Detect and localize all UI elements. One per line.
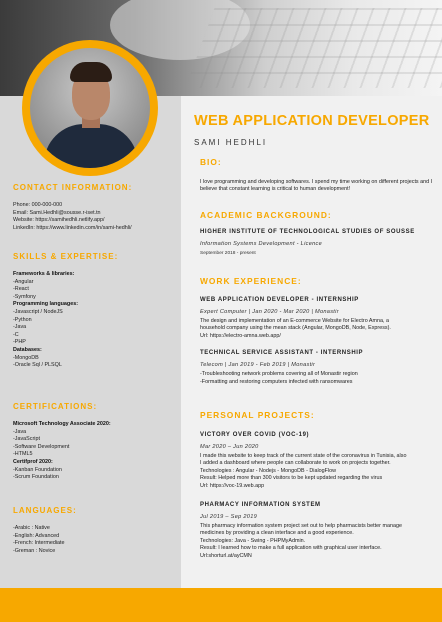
project-line: I made this website to keep track of the current state of the coronavirus in Tunisia, also	[200, 453, 407, 459]
contact-heading: CONTACT INFORMATION:	[13, 183, 133, 192]
certifications-heading: CERTIFICATIONS:	[13, 402, 98, 411]
contact-phone: Phone: 000-000-000	[13, 202, 63, 208]
cert-item: -HTML5	[13, 451, 33, 458]
cert-item: -JavaScript	[13, 436, 40, 443]
project-line: I added a dashboard where people can collaborate to work on projects together.	[200, 460, 391, 467]
school-name: HIGHER INSTITUTE OF TECHNOLOGICAL STUDIES OF SOUSSE	[200, 229, 415, 235]
projects-heading: PERSONAL PROJECTS:	[200, 410, 315, 420]
person-name: SAMI HEDHLI	[194, 138, 268, 147]
languages-section	[13, 506, 173, 555]
project-line: Technologies : Angular - Nodejs - MongoDB - DialogFlow	[200, 467, 337, 474]
skill-item: -Python	[13, 316, 32, 323]
language-item: -French: Intermediate	[13, 540, 65, 547]
job-line: household company using the mean stack (Angular, MongoDB, Node, Express).	[200, 325, 391, 332]
footer-bar	[0, 588, 442, 622]
bio-text: I love programming and developing softwares. I spend my time working on different projects and I believe that constant learning is critical to human development!	[200, 179, 433, 193]
skill-item: -C	[13, 331, 19, 338]
profile-photo	[30, 48, 150, 168]
bio-section	[200, 157, 434, 194]
job-meta-2: Telecom | Jan 2019 - Feb 2019 | Monastir	[200, 362, 316, 369]
job-line: The design and implementation of an E-commerce Website for Electro Amna, a	[200, 318, 389, 324]
skill-item: -Java	[13, 324, 27, 331]
skills-group-title: Programming languages:	[13, 301, 78, 308]
skill-item: -PHP	[13, 339, 26, 346]
job-title-1: WEB APPLICATION DEVELOPER - INTERNSHIP	[200, 297, 359, 303]
contact-section	[13, 183, 173, 232]
experience-section	[200, 276, 434, 386]
certifications-section	[13, 402, 173, 482]
degree: Information Systems Development - Licence	[200, 241, 323, 247]
skill-item: -Symfony	[13, 293, 36, 300]
bio-heading: BIO:	[200, 157, 222, 167]
project-line: This pharmacy information system project set out to help pharmacists better manage	[200, 523, 402, 530]
education-heading: ACADEMIC BACKGROUND:	[200, 210, 332, 220]
project-line: Technologies: Java - Swing - PHPMyAdmin.	[200, 537, 306, 544]
language-item: -English: Advanced	[13, 532, 60, 539]
job-line: -Formatting and restoring computers infected with ransomwares	[200, 378, 353, 385]
project-meta-2: Jul 2019 – Sep 2019	[200, 514, 258, 521]
skill-item: -Oracle Sql / PLSQL	[13, 362, 62, 369]
language-item: -Arabic : Native	[13, 525, 50, 531]
contact-linkedin[interactable]: LinkedIn: https://www.linkedin.com/in/sami-hedhli/	[13, 224, 132, 231]
cert-item: -Scrum Foundation	[13, 474, 59, 481]
projects-section	[200, 410, 434, 560]
skill-item: -MongoDB	[13, 354, 39, 361]
contact-email[interactable]: Email: Sami.Hedhli@sousse.r-iset.tn	[13, 209, 101, 216]
languages-heading: LANGUAGES:	[13, 506, 77, 515]
project-title-2: PHARMACY INFORMATION SYSTEM	[200, 502, 321, 509]
job-title: WEB APPLICATION DEVELOPER	[194, 113, 430, 129]
project-line: Result: Helped more than 300 visitors to be kept updated regarding the virus	[200, 475, 383, 482]
experience-heading: WORK EXPERIENCE:	[200, 276, 302, 286]
job-url[interactable]: Url: https://electro-amna.web.app/	[200, 332, 281, 339]
skills-group-title: Frameworks & libraries:	[13, 271, 75, 277]
skill-item: -Javascript / NodeJS	[13, 308, 63, 315]
job-meta-1: Expert Computer | Jan 2020 - Mar 2020 | Monastir	[200, 309, 339, 315]
project-title-1: VICTORY OVER COVID (VOC-19)	[200, 432, 310, 438]
cert-item: -Software Development	[13, 443, 70, 450]
skill-item: -React	[13, 286, 29, 293]
contact-website[interactable]: Website: https://samihedhli.netlify.app/	[13, 217, 105, 224]
cert-item: -Java	[13, 428, 27, 435]
skills-group-title: Databases:	[13, 346, 42, 353]
project-url[interactable]: Url:shorturl.at/ayCMN	[200, 552, 252, 559]
project-url[interactable]: Url: https://voc-19.web.app	[200, 482, 265, 489]
education-section	[200, 210, 434, 256]
job-title-2: TECHNICAL SERVICE ASSISTANT - INTERNSHIP	[200, 350, 364, 357]
cert-group-title: Microsoft Technology Associate 2020:	[13, 421, 111, 427]
cert-group-title: Certifprof 2020:	[13, 458, 53, 465]
project-meta-1: Mar 2020 – Jun 2020	[200, 444, 259, 450]
skills-section	[13, 252, 173, 370]
language-item: -Greman : Novice	[13, 547, 56, 554]
skills-heading: SKILLS & EXPERTISE:	[13, 252, 119, 261]
education-date: September 2018 - present	[200, 251, 256, 256]
project-line: Result: I learned how to make a full application with graphical user interface.	[200, 545, 382, 552]
skill-item: -Angular	[13, 278, 34, 285]
job-line: -Troubleshooting network problems covering all of Monastir region	[200, 371, 358, 378]
cert-item: -Kanban Foundation	[13, 466, 62, 473]
project-line: medicines by providing a clean interface and a good experience.	[200, 530, 354, 537]
